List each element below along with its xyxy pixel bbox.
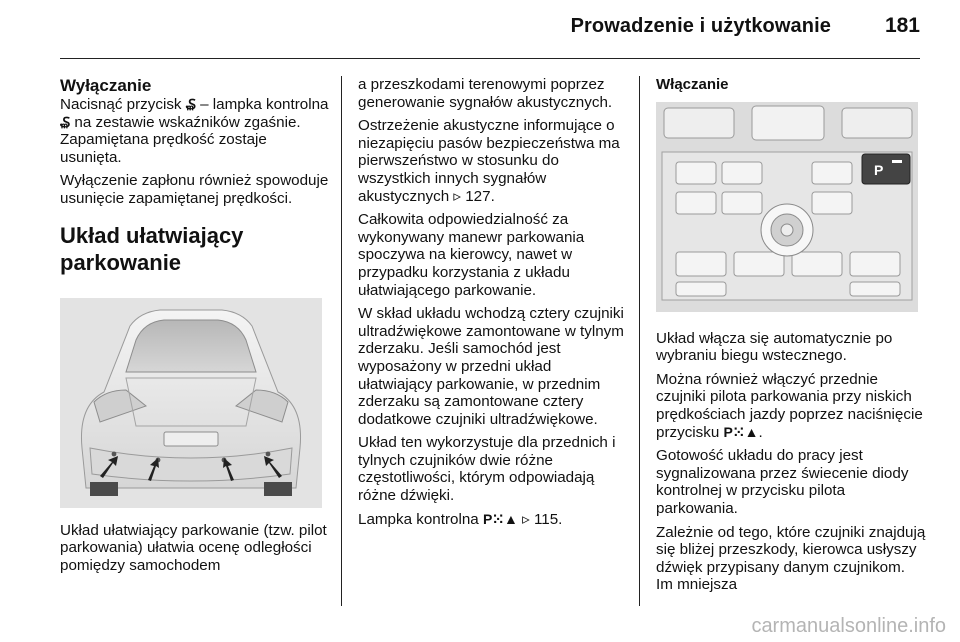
paragraph-col2-2: Ostrzeżenie akustyczne informujące o niezapięciu pasów bezpieczeństwa ma pierwszeństwo w stosunku do wszystkich innych sygnałów akustycznych ▹ 127. xyxy=(358,117,620,205)
paragraph-col2-5: Układ ten wykorzystuje dla przednich i tylnych czujników dwie różne częstotliwości, którym odpowiadają różne dźwięki. xyxy=(358,434,616,505)
cruise-control-icon: ₷ xyxy=(185,96,196,112)
paragraph-col3-2: Można również włączyć przednie czujniki pilota parkowania przy niskich prędkościach jazdy poprzez naciśnięcie przycisku P⁙▲. xyxy=(656,370,923,441)
section-title-wylaczanie: Wyłączanie xyxy=(60,76,152,95)
paragraph-col2-3: Całkowita odpowiedzialność za wykonywany manewr parkowania spoczywa na kierowcy, nawet w przypadku korzystania z układu ułatwiającego parkowanie. xyxy=(358,211,585,299)
paragraph-wylaczanie-1: Nacisnąć przycisk ₷ – lampka kontrolna ₷ na zestawie wskaźników zgaśnie. Zapamiętana prędkość zostaje usunięta. xyxy=(60,96,329,166)
parking-button-label: P xyxy=(874,161,884,178)
watermark: carmanualsonline.info xyxy=(751,615,946,637)
header-rule xyxy=(60,58,920,59)
paragraph-col3-4: Zależnie od tego, które czujniki znajdują się bliżej przeszkody, kierowca usłyszy dźwięk przypisany danym czujnikom. Im mniejsza xyxy=(656,523,926,594)
column-3 xyxy=(656,76,926,600)
paragraph-wylaczanie-2: Wyłączenie zapłonu również spowoduje usunięcie zapamiętanej prędkości. xyxy=(60,172,329,207)
paragraph-col2-6: Lampka kontrolna P⁙▲ ▹ 115. xyxy=(358,510,563,528)
dashboard-console-illustration xyxy=(656,102,918,312)
parking-aid-icon: P⁙▲ xyxy=(723,423,759,440)
running-title: Prowadzenie i użytkowanie xyxy=(570,15,831,37)
page-reference-icon: ▹ xyxy=(453,187,462,205)
page-reference-icon: ▹ xyxy=(522,510,530,528)
subhead-wlaczanie: Włączanie xyxy=(656,76,729,93)
column-2 xyxy=(358,76,628,534)
column-1 xyxy=(60,76,330,580)
parking-aid-icon: P⁙▲ xyxy=(482,510,518,527)
rear-car-illustration xyxy=(60,298,322,508)
column-divider-1 xyxy=(341,76,342,606)
running-header xyxy=(571,14,920,44)
column-divider-2 xyxy=(639,76,640,606)
page-number: 181 xyxy=(884,14,920,37)
chapter-title-parking-aid: Układ ułatwiający parkowanie xyxy=(60,222,244,275)
cruise-control-icon: ₷ xyxy=(60,113,71,130)
paragraph-col2-4: W skład układu wchodzą cztery czujniki ultradźwiękowe zamontowane w tylnym zderzaku. Jeśli samochód jest wyposażony w przedni układ ułatwiający parkowanie, w przednim zderzaku są zamontowane cztery dodatkowe czujniki ultradźwiękowe. xyxy=(358,305,624,428)
paragraph-col2-1: a przeszkodami terenowymi poprzez generowanie sygnałów akustycznych. xyxy=(358,76,613,111)
paragraph-col3-3: Gotowość układu do pracy jest sygnalizowana przez świecenie diody kontrolnej w przycisku pilota parkowania. xyxy=(656,447,909,517)
paragraph-parking-aid-intro: Układ ułatwiający parkowanie (tzw. pilot parkowania) ułatwia ocenę odległości pomiędzy samochodem xyxy=(60,521,327,574)
paragraph-col3-1: Układ włącza się automatycznie po wybraniu biegu wstecznego. xyxy=(656,329,893,365)
